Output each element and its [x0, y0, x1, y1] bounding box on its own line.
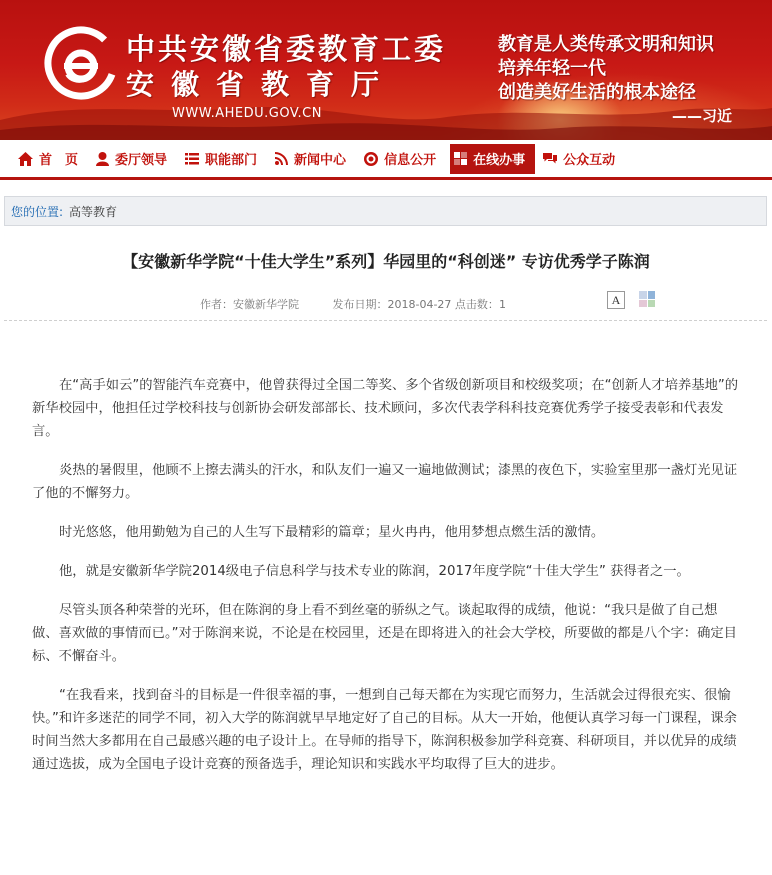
nav-item-label: 公众互动: [563, 153, 616, 168]
main-nav: [0, 140, 772, 180]
nav-item-label: 新闻中心: [294, 153, 347, 168]
article-tools: [607, 291, 655, 309]
quote-author: ——习近: [672, 107, 733, 125]
nav-item-online-services[interactable]: [450, 144, 535, 174]
breadcrumb-current[interactable]: 高等教育: [69, 204, 118, 219]
article-paragraph: 在“高手如云”的智能汽车竞赛中，他曾获得过全国二等奖、多个省级创新项目和校级奖项；在“创新人才培养基地”的新华校园中，他担任过学校科技与创新协会研发部部长、技术顾问，多次代表学科科技竞赛优秀学子接受表彰和代表发言。: [32, 378, 739, 439]
nav-item-label: 首 页: [39, 153, 79, 168]
checker-icon: [454, 152, 467, 165]
article-title: 【安徽新华学院“十佳大学生”系列】华园里的“科创迷” 专访优秀学子陈润: [122, 252, 650, 271]
divider: [4, 320, 767, 321]
article-paragraph: 时光悠悠，他用勤勉为自己的人生写下最精彩的篇章；星火冉冉，他用梦想点燃生活的激情。: [59, 525, 605, 540]
nav-item-label: 职能部门: [205, 153, 258, 168]
department-name: 安徽省教育厅: [126, 68, 397, 101]
rss-icon: [275, 152, 288, 165]
article-body: [32, 374, 744, 792]
nav-item-disclosure[interactable]: [360, 144, 446, 174]
article-meta: [200, 296, 536, 312]
article-paragraph: 尽管头顶各种荣誉的光环，但在陈润的身上看不到丝毫的骄纵之气。谈起取得的成绩，他说：“我只是做了自己想做、喜欢做的事情而已。”对于陈润来说，不论是在校园里，还是在即将进入的社会大学校，所要做的都是八个字：确定目标、不懈奋斗。: [32, 603, 737, 664]
article-paragraph: “在我看来，找到奋斗的目标是一件很幸福的事，一想到自己每天都在为实现它而努力，生活就会过得很充实、很愉快。”和许多迷茫的同学不同，初入大学的陈润就早早地定好了自己的目标。从大一开始，他便认真学习每一门课程，课余时间当然大多都用在自己最感兴趣的电子设计上。在导师的指导下，陈润积极参加学科竞赛、科研项目，并以优异的成绩通过选拔，成为全国电子设计竞赛的预备选手，理论知识和实践水平均取得了巨大的进步。: [32, 688, 737, 772]
article-paragraph: 炎热的暑假里，他顾不上擦去满头的汗水，和队友们一遍又一遍地做测试；漆黑的夜色下，实验室里那一盏灯光见证了他的不懈努力。: [32, 463, 738, 501]
nav-item-news[interactable]: [271, 144, 356, 174]
home-icon: [18, 152, 33, 166]
color-theme-icon[interactable]: [639, 291, 655, 307]
article-author: 作者：安徽新华学院: [200, 298, 299, 311]
banner-quote: [498, 33, 714, 105]
education-logo-icon: [44, 26, 118, 100]
nav-item-home[interactable]: [14, 144, 88, 174]
article-paragraph: 他，就是安徽新华学院2014级电子信息科学与技术专业的陈润，2017年度学院“十佳大学生” 获得者之一。: [59, 564, 690, 579]
quote-line: 创造美好生活的根本途径: [498, 82, 696, 103]
quote-line: 培养年轻一代: [498, 58, 606, 79]
target-icon: [364, 152, 378, 166]
article-date: 发布日期：2018-04-27 点击数：: [332, 298, 499, 311]
nav-item-label: 信息公开: [384, 153, 437, 168]
person-icon: [96, 152, 109, 166]
font-size-button[interactable]: A: [607, 291, 625, 309]
nav-item-label: 在线办事: [473, 153, 526, 168]
article-clicks: 1: [498, 298, 506, 311]
breadcrumb-label: 您的位置:: [11, 204, 64, 219]
nav-item-leaders[interactable]: [92, 144, 177, 174]
site-url[interactable]: WWW.AHEDU.GOV.CN: [172, 106, 322, 121]
nav-item-interaction[interactable]: [539, 144, 625, 174]
nav-item-departments[interactable]: [181, 144, 267, 174]
quote-line: 教育是人类传承文明和知识: [498, 34, 714, 55]
site-banner: [0, 0, 772, 140]
chat-icon: [543, 152, 557, 165]
nav-item-label: 委厅领导: [115, 153, 168, 168]
list-icon: [185, 153, 199, 165]
site-name: 中共安徽省委教育工委: [126, 32, 447, 66]
breadcrumb: [4, 196, 767, 226]
